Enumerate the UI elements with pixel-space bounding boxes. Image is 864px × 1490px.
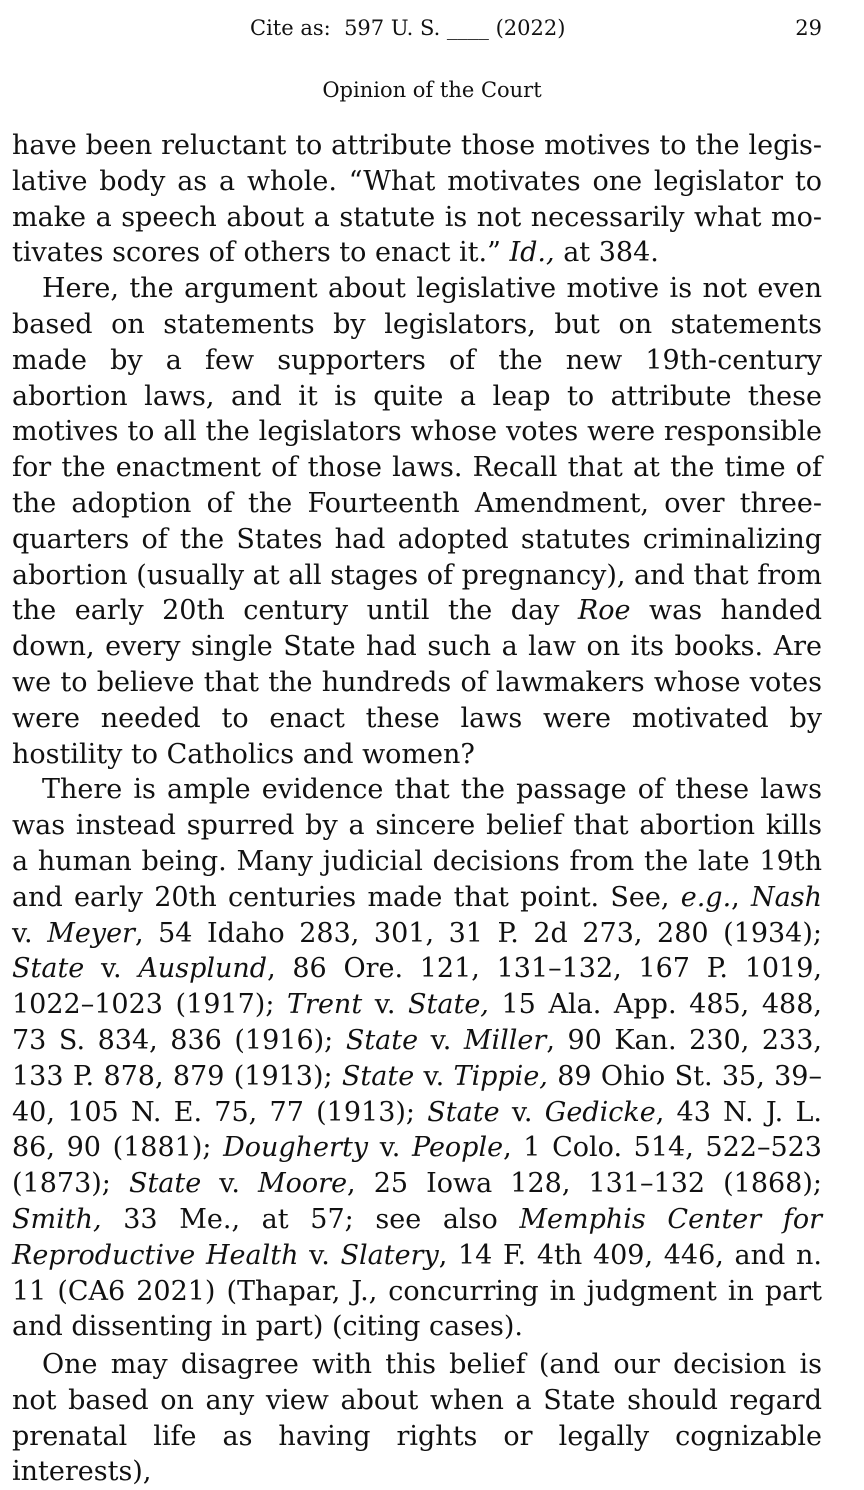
text-run: v. [298, 1239, 341, 1271]
text-run: v. [12, 917, 48, 949]
text-run: have been reluctant to attribute those motives to the legislative body as a whole. “What motivates one legislator to make a speech about a statute is not necessarily what motivates scores of others to enact it.” [12, 130, 822, 269]
text-run: 15 Ala. App. 485, 488, 73 S. 834, 836 (1916); [12, 989, 822, 1056]
italic-text-run: Moore [258, 1168, 348, 1200]
italic-text-run: State [345, 1024, 419, 1056]
running-header [0, 12, 864, 44]
italic-text-run: Roe [577, 595, 631, 627]
text-run: was handed down, every single State had such a law on its books. Are we to believe that the hundreds of lawmakers whose votes were needed to enact these laws were motivated by hostility to Catholics and women? [12, 595, 822, 770]
italic-text-run: e.g. [680, 881, 732, 913]
text-run: 33 Me., at 57; see also [101, 1203, 520, 1235]
italic-text-run: State [128, 1168, 202, 1200]
italic-text-run: Dougherty [223, 1132, 369, 1164]
text-run: v. [368, 1132, 412, 1164]
text-run: , 54 Idaho 283, 301, 31 P. 2d 273, 280 (1934); [134, 917, 822, 949]
opinion-paragraph [12, 1347, 822, 1490]
italic-text-run: Slatery [340, 1239, 439, 1271]
text-run: v. [499, 1096, 545, 1128]
text-run: Here, the argument about legislative motive is not even based on statements by legislators, but on statements made by a few supporters of the new 19th-century abortion laws, and it is quite a leap to attribute these motives to all the legislators whose votes were responsible for the enactment of those laws. Recall that at the time of the adoption of the Fourteenth Amendment, over three-quarters of the States had adopted statutes criminalizing abortion (usually at all stages of pregnancy), and that from the early 20th century until the day [12, 273, 822, 627]
citation-line [250, 16, 565, 40]
italic-text-run: Trent [287, 989, 363, 1021]
italic-text-run: State [12, 953, 85, 985]
italic-text-run: Miller [463, 1024, 547, 1056]
text-run: v. [418, 1024, 464, 1056]
cite-prefix: Cite as: [250, 16, 331, 40]
text-run: , 14 F. 4th 409, 446, and n. 11 (CA6 2021) (Thapar, J., concurring in judgment in part and dissenting in part) (citing cases). [12, 1239, 822, 1343]
text-run: v. [201, 1168, 258, 1200]
italic-text-run: Gedicke [544, 1096, 656, 1128]
italic-text-run: Ausplund [138, 953, 268, 985]
text-run: , [731, 881, 752, 913]
text-run: 89 Ohio St. 35, 39–40, 105 N. E. 75, 77 (1913); [12, 1060, 822, 1128]
opinion-body [12, 128, 822, 1490]
page-number: 29 [795, 16, 822, 40]
italic-text-run: Id., [509, 237, 555, 269]
text-run: , 25 Iowa 128, 131–132 (1868); [347, 1168, 822, 1200]
opinion-paragraph [12, 271, 822, 772]
text-run: One may disagree with this belief (and our decision is not based on any view about when a State should regard prenatal life as having rights or legally cognizable interests), [12, 1349, 822, 1488]
italic-text-run: Nash [751, 881, 822, 913]
italic-text-run: Smith, [12, 1203, 102, 1235]
text-run: at 384. [554, 237, 659, 269]
italic-text-run: State, [408, 989, 489, 1021]
text-run: There is ample evidence that the passage of these laws was instead spurred by a sincere belief that abortion kills a human being. Many judicial decisions from the late 19th and early 20th centuries made that point. See, [12, 774, 822, 913]
text-run: v. [362, 989, 409, 1021]
italic-text-run: State [427, 1096, 500, 1128]
opinion-paragraph [12, 128, 822, 271]
section-heading: Opinion of the Court [322, 78, 542, 102]
text-run: v. [414, 1060, 454, 1092]
italic-text-run: State [341, 1060, 415, 1092]
italic-text-run: Memphis Center for Reproductive Health [12, 1203, 822, 1271]
italic-text-run: People [411, 1132, 504, 1164]
italic-text-run: Tippie, [453, 1060, 548, 1092]
opinion-paragraph [12, 772, 822, 1345]
cite-volume: 597 U. S. ____ (2022) [344, 16, 566, 40]
italic-text-run: Meyer [47, 917, 135, 949]
text-run: , 1 Colo. 514, 522–523 (1873); [12, 1132, 822, 1200]
text-run: , 43 N. J. L. 86, 90 (1881); [12, 1096, 822, 1164]
text-run: v. [84, 953, 139, 985]
text-run: , 90 Kan. 230, 233, 133 P. 878, 879 (1913); [12, 1024, 822, 1092]
text-run: , 86 Ore. 121, 131–132, 167 P. 1019, 1022–1023 (1917); [12, 953, 822, 1021]
